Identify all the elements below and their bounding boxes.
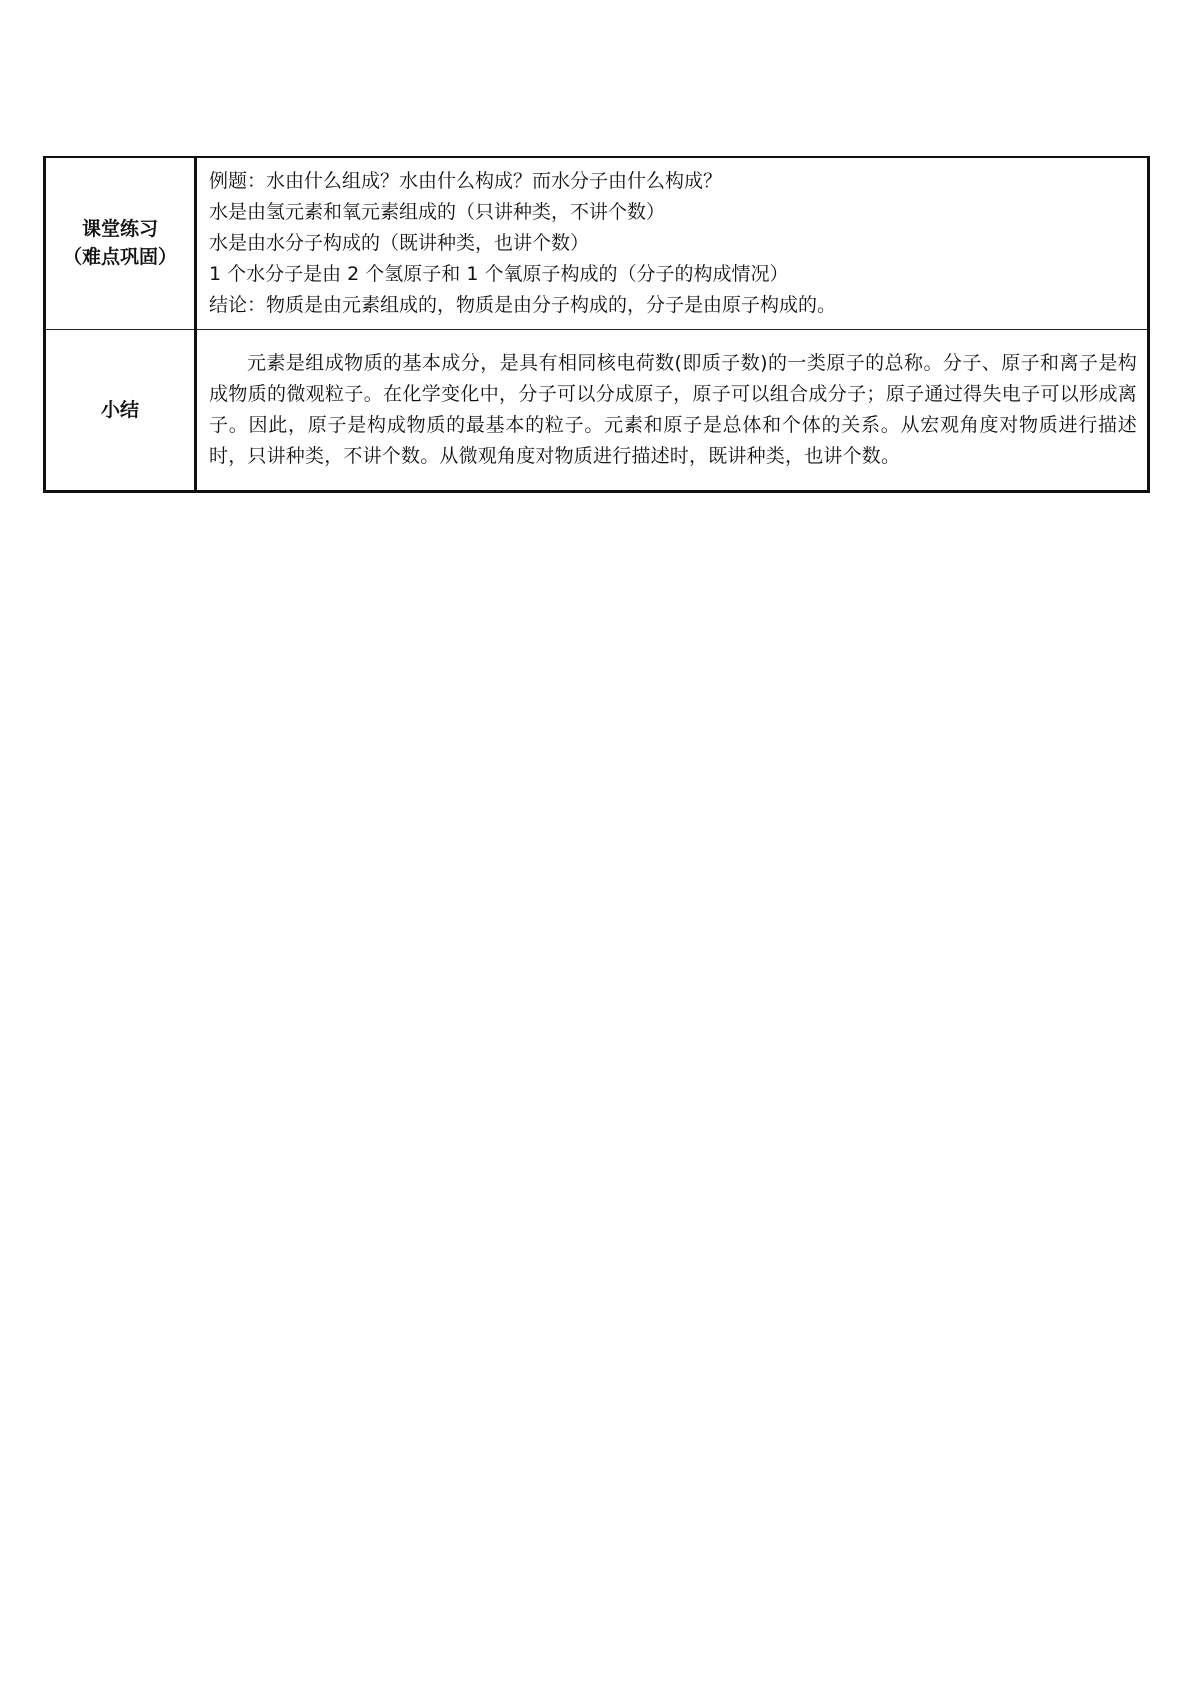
practice-answer-2: 水是由水分子构成的（既讲种类，也讲个数） xyxy=(209,231,590,254)
summary-paragraph: 元素是组成物质的基本成分，是具有相同核电荷数(即质子数)的一类原子的总称。分子、原子和离子是构成物质的微观粒子。在化学变化中，分子可以分成原子，原子可以组合成分子；原子通过得失电子可以形成离子。因此，原子是构成物质的最基本的粒子。元素和原子是总体和个体的关系。从宏观角度对物质进行描述时，只讲种类，不讲个数。从微观角度对物质进行描述时，既讲种类，也讲个数。 xyxy=(209,351,1137,467)
row-label-practice-line-1: 课堂练习 xyxy=(81,218,158,241)
practice-question: 例题：水由什么组成？水由什么构成？而水分子由什么构成？ xyxy=(209,169,723,192)
lesson-table xyxy=(43,156,1150,493)
practice-answer-1: 水是由氢元素和氧元素组成的（只讲种类，不讲个数） xyxy=(209,200,666,223)
table-row-summary xyxy=(45,329,1149,491)
practice-answer-3: 1 个水分子是由 2 个氢原子和 1 个氧原子构成的（分子的构成情况） xyxy=(209,262,789,285)
summary-content xyxy=(196,329,1149,491)
row-label-summary: 小结 xyxy=(45,329,196,491)
practice-conclusion: 结论：物质是由元素组成的，物质是由分子构成的，分子是由原子构成的。 xyxy=(209,293,837,316)
row-label-practice-line-2: （难点巩固） xyxy=(62,246,177,269)
row-label-practice xyxy=(45,157,196,329)
table-row-practice xyxy=(45,157,1149,329)
practice-content xyxy=(196,157,1149,329)
